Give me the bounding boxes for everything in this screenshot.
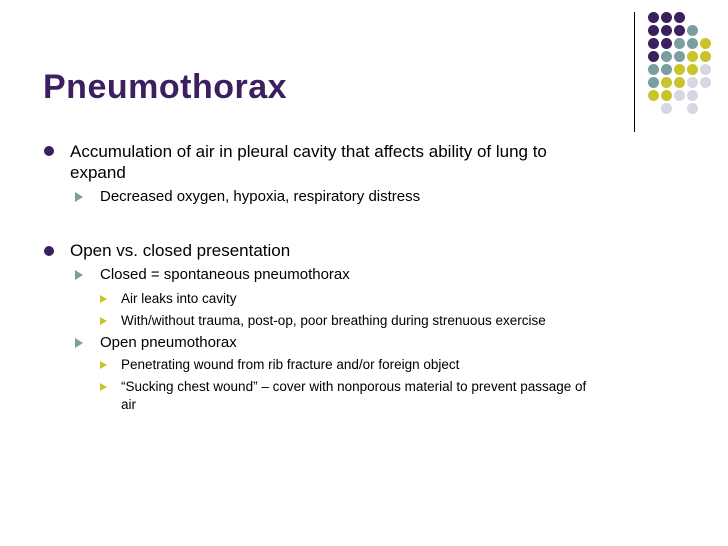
sub-sub-bullet-air-leaks: Air leaks into cavity xyxy=(121,291,237,306)
decor-dot xyxy=(674,64,685,75)
decor-dot xyxy=(674,12,685,23)
decor-dot xyxy=(687,51,698,62)
decor-dot xyxy=(700,64,711,75)
decor-dot xyxy=(661,38,672,49)
decor-dot xyxy=(674,90,685,101)
decor-dot xyxy=(687,77,698,88)
sub-sub-bullet-sucking-line2: air xyxy=(121,397,137,412)
decor-dot xyxy=(648,12,659,23)
sub-bullet-decreased-oxygen: Decreased oxygen, hypoxia, respiratory distress xyxy=(100,188,421,205)
bullet-marker-level3 xyxy=(100,295,107,303)
bullet-accumulation-line2: expand xyxy=(70,163,126,182)
decor-dot xyxy=(661,103,672,114)
sub-bullet-closed: Closed = spontaneous pneumothorax xyxy=(100,266,350,283)
decor-dot xyxy=(687,64,698,75)
decorative-divider xyxy=(634,12,635,132)
decor-dot xyxy=(687,103,698,114)
bullet-marker-level3 xyxy=(100,383,107,391)
decor-dot xyxy=(674,38,685,49)
sub-bullet-open: Open pneumothorax xyxy=(100,334,237,351)
bullet-marker-level1 xyxy=(44,246,54,256)
decor-dot xyxy=(648,90,659,101)
bullet-marker-level3 xyxy=(100,361,107,369)
decor-dot xyxy=(687,90,698,101)
decor-dot xyxy=(687,25,698,36)
bullet-marker-level2 xyxy=(75,192,83,202)
decor-dot xyxy=(661,77,672,88)
decor-dot xyxy=(648,38,659,49)
decor-dot xyxy=(700,38,711,49)
decor-dot xyxy=(674,25,685,36)
decor-dot xyxy=(687,38,698,49)
slide-title: Pneumothorax xyxy=(43,68,288,106)
decor-dot xyxy=(661,25,672,36)
decor-dot xyxy=(648,77,659,88)
bullet-marker-level1 xyxy=(44,146,54,156)
sub-sub-bullet-penetrating: Penetrating wound from rib fracture and/or foreign object xyxy=(121,357,460,372)
bullet-open-vs-closed: Open vs. closed presentation xyxy=(70,241,291,260)
decor-dot xyxy=(700,77,711,88)
decor-dot xyxy=(661,51,672,62)
bullet-marker-level2 xyxy=(75,270,83,280)
decor-dot xyxy=(674,77,685,88)
bullet-accumulation-line1: Accumulation of air in pleural cavity that affects ability of lung to xyxy=(70,142,547,161)
decor-dot xyxy=(661,64,672,75)
decor-dot xyxy=(661,12,672,23)
bullet-marker-level3 xyxy=(100,317,107,325)
decor-dot xyxy=(661,90,672,101)
decor-dot xyxy=(648,64,659,75)
sub-sub-bullet-trauma: With/without trauma, post-op, poor breathing during strenuous exercise xyxy=(121,313,546,328)
bullet-marker-level2 xyxy=(75,338,83,348)
decor-dot xyxy=(648,25,659,36)
sub-sub-bullet-sucking-line1: “Sucking chest wound” – cover with nonporous material to prevent passage of xyxy=(121,379,587,394)
decor-dot xyxy=(700,51,711,62)
decor-dot xyxy=(648,51,659,62)
decor-dot xyxy=(674,51,685,62)
